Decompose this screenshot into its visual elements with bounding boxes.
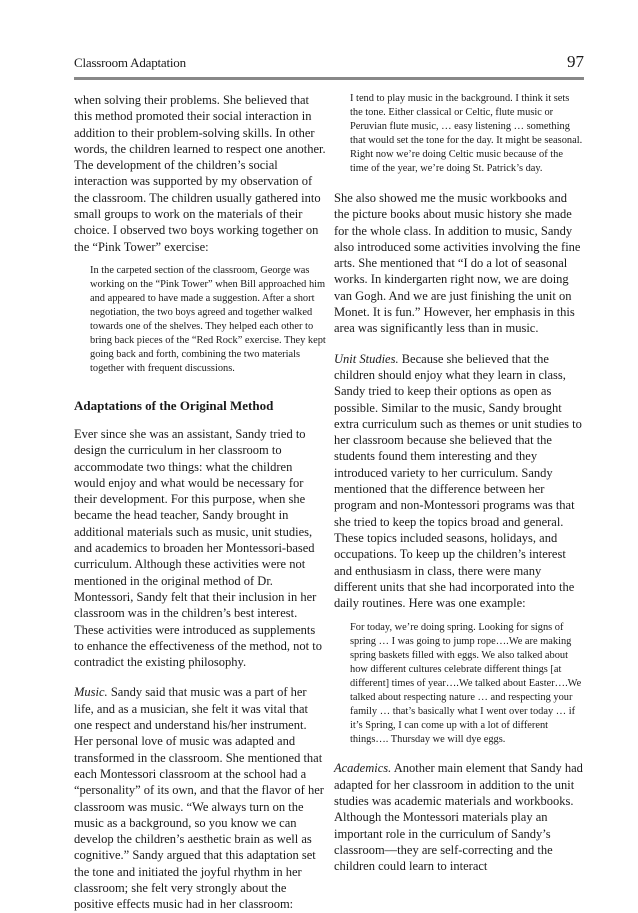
left-column	[74, 92, 326, 913]
body-paragraph	[74, 684, 326, 912]
paragraph-text: Sandy said that music was a part of her life, and as a musician, she felt it was vital that one respect and understand his/her instrument. Her personal love of music was adapted and transformed in the classroom. She mentioned that each Montessori classroom at the school had a “personality” of its own, and that the flavor of her classroom was music. “We always turn on the music as a background, so you know we can develop the children’s aesthetic brain as well as cognitive.” Sandy argued that this adaptation set the tone and initiated the joyful rhythm in her classroom; she felt very strongly about the positive effects music had in her classroom:	[74, 685, 324, 912]
run-in-heading: Unit Studies.	[334, 351, 399, 366]
block-quote: In the carpeted section of the classroom, George was working on the “Pink Tower” when Bill approached him and appeared to have made a suggestion. After a short negotiation, the two boys agreed and together walked towards one of the shelves. They helped each other to bring back pieces of the “Red Rock” exercise. They kept going back and forth, combining the two materials together with frequent discussions.	[90, 264, 326, 374]
body-paragraph	[334, 351, 584, 612]
body-paragraph: Ever since she was an assistant, Sandy tried to design the curriculum in her classroom to accommodate two things: what the children would enjoy and what would be necessary for their development. For this purpose, when she became the head teacher, Sandy brought in additional materials such as music, unit studies, and academics to broaden her Montessori-based curriculum. Although these activities were not mentioned in the original method of Dr. Montessori, Sandy felt that their inclusion in her classroom was in the children’s best interest. These activities were introduced as supplements to enhance the effectiveness of the method, not to contradict the existing philosophy.	[74, 426, 322, 670]
page-header	[74, 52, 584, 74]
run-in-heading: Music.	[74, 685, 108, 700]
page-number: 97	[567, 52, 584, 71]
right-column	[334, 92, 584, 875]
body-paragraph: when solving their problems. She believed that this method promoted their social interaction in addition to their problem-solving skills. In other words, the children learned to respect one another. The development of the children’s social interaction was supported by my observation of the classroom. The children usually gathered into small groups to work on the materials of their choice. I observed two boys working together on the “Pink Tower” exercise:	[74, 93, 326, 254]
block-quote: For today, we’re doing spring. Looking for signs of spring … I was going to jump rope….We are making spring baskets filled with eggs. We also talked about how different cultures celebrate different things [at different] times of year….We talked about Easter….We talked about respecting nature … and respecting your family … that’s basically what I went over today … if it’s Spring, I can come up with a lot of different things…. Thursday we will dye eggs.	[350, 622, 582, 746]
body-paragraph	[334, 760, 584, 874]
body-paragraph: She also showed me the music workbooks and the picture books about music history she made for the whole class. In addition to music, Sandy also introduced some activities involving the fine arts. She mentioned that “I do a lot of seasonal works. In kindergarten right now, we are doing van Gogh. And we are just finishing the unit on Monet. It is fun.” However, her emphasis in this area was significantly less than in music.	[334, 191, 581, 336]
paragraph-text: Because she believed that the children should enjoy what they learn in class, Sandy tried to keep their options as open as possible. Similar to the music, Sandy brought extra curriculum such as themes or unit studies to her classroom because she believed that the students found them interesting and they introduced variety to her curriculum. Sandy mentioned that the difference between her program and non-Montessori programs was that she tried to keep the topics broad and general. These topics included seasons, holidays, and occupations. To keep up the children’s interest and enthusiasm in class, there were many different units that she had incorporated into the daily routines. Here was one example:	[334, 351, 582, 611]
running-head: Classroom Adaptation	[74, 55, 186, 70]
block-quote: I tend to play music in the background. I think it sets the tone. Either classical or Celtic, flute music or Peruvian flute music, … easy listening … something that would set the tone for the day. It might be seasonal. Right now we’re doing Celtic music because of the time of the year, we’re doing St. Patrick’s day.	[350, 93, 583, 174]
paragraph-text: Another main element that Sandy had adapted for her classroom in addition to the unit studies was academic materials and workbooks. Although the Montessori materials play an important role in the curriculum of Sandy’s classroom—they are self-correcting and the children could learn to interact	[334, 761, 583, 874]
run-in-heading: Academics.	[334, 761, 392, 776]
header-rule	[74, 77, 584, 80]
section-heading: Adaptations of the Original Method	[74, 397, 274, 413]
